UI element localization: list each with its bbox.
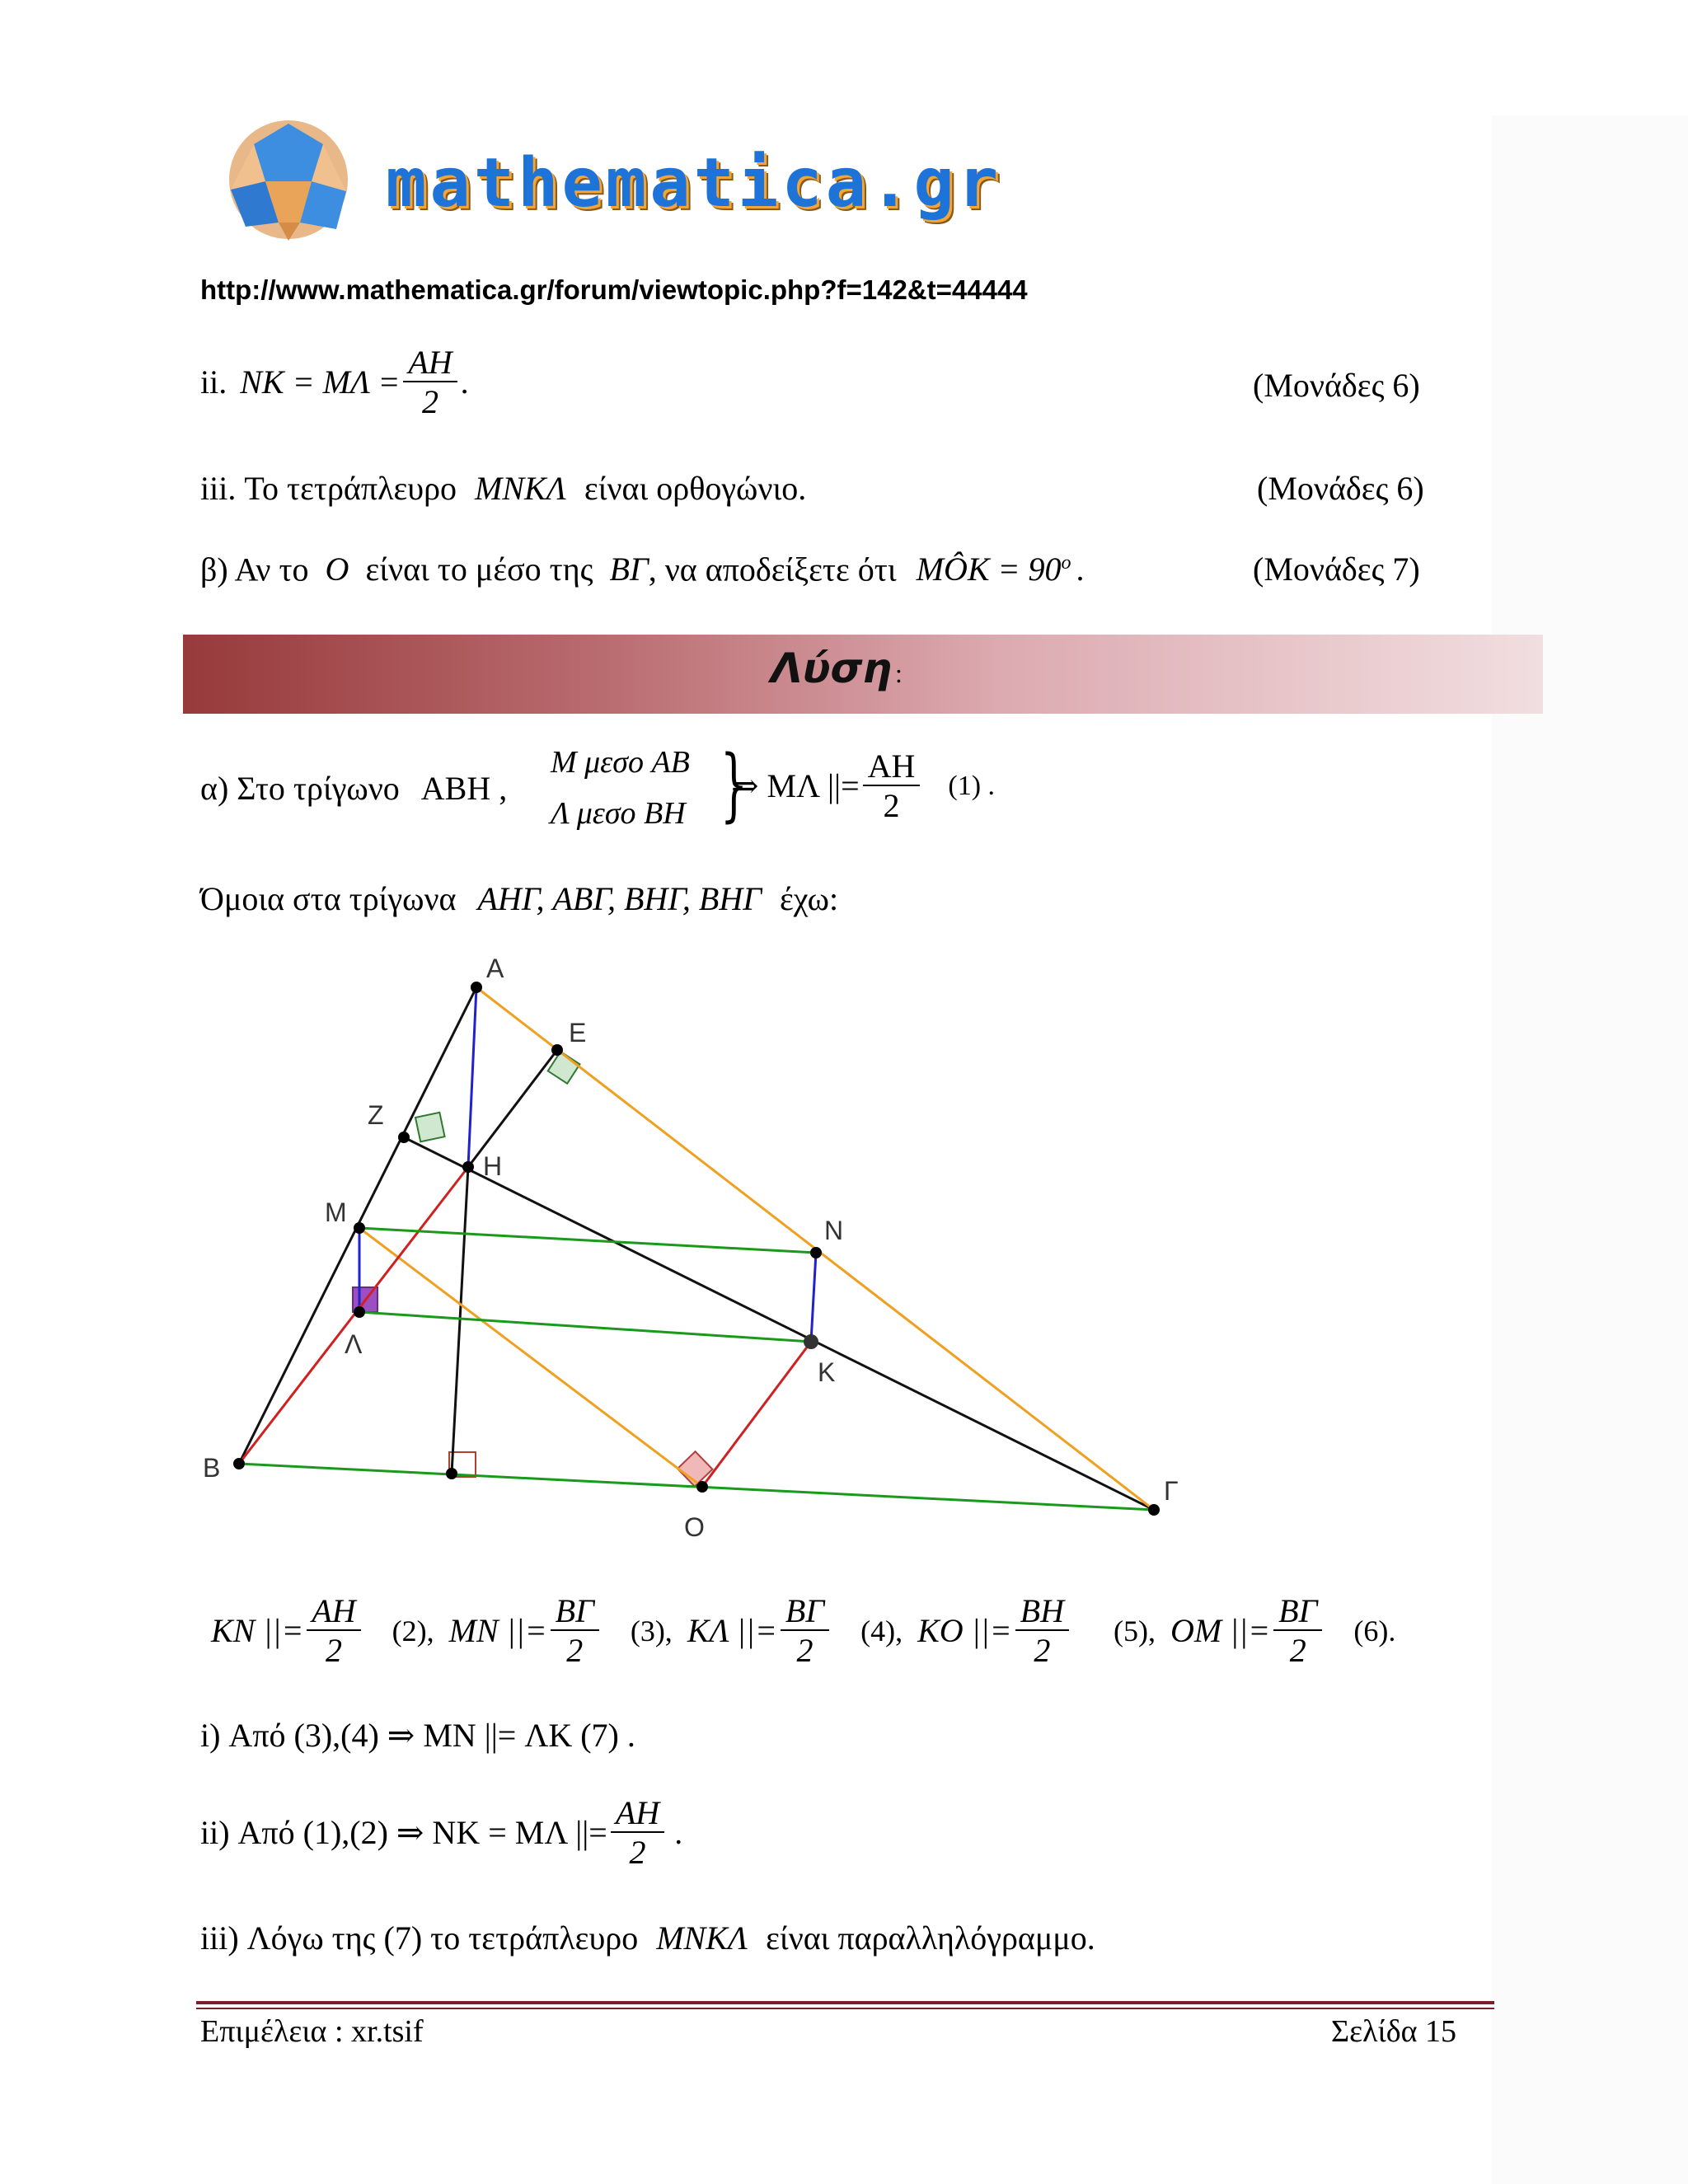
altitude-to-bc (452, 1167, 468, 1474)
solution-alpha-implies: ⇒ ΜΛ ||= (731, 767, 860, 804)
eq-fraction (1015, 1592, 1069, 1669)
eq-ref: (6). (1353, 1615, 1396, 1647)
page-margin-shade (1492, 115, 1688, 2184)
segment-h-e (468, 1050, 557, 1167)
label-k: K (818, 1357, 836, 1387)
solution-alpha-cond1: M μεσο AB (551, 745, 690, 780)
point-foot (446, 1468, 457, 1479)
fraction-numerator: BΓ (1273, 1595, 1322, 1631)
point-e (551, 1044, 563, 1056)
fraction-denominator: 2 (629, 1834, 646, 1871)
fraction-numerator: BΓ (551, 1595, 599, 1631)
solution-ii (200, 1794, 683, 1871)
eq-ref: (2), (392, 1615, 434, 1647)
question-b (200, 553, 1085, 586)
question-b-points: (Μονάδες 7) (1253, 551, 1420, 588)
question-ii-lhs: NK = MΛ = (240, 363, 401, 401)
eq-lhs: KO ||= (917, 1612, 1012, 1649)
question-ii-end: . (460, 363, 469, 401)
solution-banner-title (771, 644, 903, 692)
label-n: N (824, 1216, 844, 1245)
fraction-numerator: AH (403, 346, 457, 382)
solution-iii-prefix: iii) Λόγω της (7) το τετράπλευρο (200, 1919, 639, 1957)
point-o (696, 1481, 708, 1493)
solution-alpha-result (731, 750, 995, 823)
footer-rule-thin (196, 2008, 1494, 2009)
point-b (233, 1458, 245, 1469)
fraction-denominator: 2 (1289, 1632, 1306, 1669)
question-iii-rest: είναι ορθογώνιο. (584, 470, 807, 507)
question-b-text2: είναι το μέσο της (365, 551, 593, 588)
eq-ref: (5), (1113, 1615, 1156, 1647)
solution-iii-var: MNKΛ (656, 1919, 748, 1957)
solution-alpha-triangle: ΑΒΗ , (420, 770, 508, 807)
label-h: H (483, 1151, 503, 1181)
fraction-numerator: BH (1015, 1595, 1069, 1631)
footer-editor: Επιμέλεια : xr.tsif (200, 2014, 424, 2049)
segment-l-k (359, 1312, 811, 1342)
solution-alpha-ref: (1) . (948, 771, 996, 801)
fraction-denominator: 2 (326, 1632, 342, 1669)
question-b-var1: O (325, 551, 349, 588)
question-b-end: . (1076, 551, 1085, 588)
solution-alpha-label: α) Στο τρίγωνο (200, 770, 400, 807)
eq-fraction (1273, 1592, 1322, 1669)
label-a: A (486, 954, 504, 983)
solution-similar-end: έχω: (780, 880, 839, 917)
point-n (810, 1247, 822, 1258)
eq-lhs: KΛ ||= (687, 1612, 777, 1649)
eq-fraction (307, 1592, 360, 1669)
question-iii (200, 472, 806, 505)
geometry-figure (198, 948, 1236, 1574)
eq-fraction (551, 1592, 599, 1669)
label-e: E (569, 1018, 587, 1047)
figure-points (233, 982, 1160, 1516)
segment-m-n (359, 1228, 816, 1253)
solution-ii-prefix: ii) Από (1),(2) ⇒ NK = MΛ ||= (200, 1814, 607, 1851)
eq-fraction (781, 1592, 829, 1669)
solution-title-colon: : (895, 658, 903, 688)
label-b: B (203, 1453, 221, 1483)
solution-iii-rest: είναι παραλληλόγραμμο. (766, 1919, 1095, 1957)
point-g (1148, 1504, 1160, 1516)
point-k (804, 1334, 818, 1349)
question-ii (200, 346, 469, 419)
question-b-text3: , να αποδείξετε ότι (648, 551, 897, 588)
fraction-denominator: 2 (1034, 1632, 1051, 1669)
segment-k-o (702, 1342, 811, 1487)
label-g: Γ (1164, 1476, 1179, 1506)
solution-similar (200, 880, 839, 917)
fraction-numerator: AH (307, 1595, 360, 1631)
solution-alpha-fraction (863, 750, 921, 823)
solution-i: i) Από (3),(4) ⇒ MN ||= ΛK (7) . (200, 1717, 635, 1754)
source-url[interactable]: http://www.mathematica.gr/forum/viewtopic.php?f=142&t=44444 (200, 274, 1028, 305)
solution-alpha-brace: } (720, 738, 748, 831)
solution-similar-triangles: AHΓ, ABΓ, BHΓ, BHΓ (477, 880, 762, 917)
question-iii-points: (Μονάδες 6) (1257, 470, 1424, 507)
footer-page-number: Σελίδα 15 (1331, 2014, 1457, 2049)
point-l (354, 1306, 365, 1318)
segment-a-h (468, 987, 476, 1167)
solution-title: Λύση (771, 644, 892, 692)
fraction-denominator: 2 (796, 1632, 814, 1669)
point-z (398, 1132, 410, 1143)
label-m: M (325, 1197, 347, 1227)
question-ii-label: ii. (200, 363, 227, 401)
segment-n-k (811, 1253, 816, 1342)
point-a (471, 982, 482, 993)
solution-alpha-cond2: Λ μεσο BH (551, 796, 686, 831)
fraction-numerator: ΑΗ (863, 750, 921, 786)
question-b-var2: BΓ (609, 551, 649, 588)
segment-b-h (239, 1167, 468, 1464)
point-h (462, 1161, 474, 1173)
question-b-degree: o (1061, 552, 1071, 574)
label-z: Z (368, 1100, 384, 1130)
logo-text: mathematica.gr (386, 144, 1002, 223)
fraction-denominator: 2 (566, 1632, 584, 1669)
solution-ii-fraction (611, 1794, 664, 1871)
question-iii-text: iii. Το τετράπλευρο (200, 470, 457, 507)
question-b-formula: MÔK = 90 (916, 551, 1062, 588)
eq-lhs: OM ||= (1170, 1612, 1271, 1649)
eq-ref: (3), (630, 1615, 673, 1647)
question-ii-points: (Μονάδες 6) (1253, 367, 1420, 404)
eq-lhs: KN ||= (211, 1612, 304, 1649)
question-iii-var: MNKΛ (475, 470, 566, 507)
eq-lhs: MN ||= (448, 1612, 547, 1649)
fraction-denominator: 2 (422, 383, 438, 420)
label-l: Λ (345, 1329, 363, 1359)
logo-polyhedron-icon (221, 115, 361, 247)
fraction-numerator: BΓ (781, 1595, 829, 1631)
fraction-denominator: 2 (883, 787, 900, 824)
label-o: O (684, 1512, 705, 1542)
eq-ref: (4), (860, 1615, 903, 1647)
fraction-numerator: AH (611, 1797, 664, 1833)
solution-ii-end: . (674, 1814, 683, 1851)
logo (221, 115, 1053, 247)
question-b-text1: β) Αν το (200, 551, 309, 588)
footer-rule (196, 2001, 1494, 2004)
point-m (354, 1222, 365, 1234)
solution-alpha-text (200, 772, 507, 805)
segment-m-o (359, 1228, 702, 1487)
right-angle-mark-z (415, 1113, 445, 1142)
solution-similar-text: Όμοια στα τρίγωνα (200, 880, 457, 917)
equations-row (211, 1592, 1396, 1669)
question-ii-fraction (403, 346, 457, 419)
solution-iii (200, 1919, 1095, 1957)
